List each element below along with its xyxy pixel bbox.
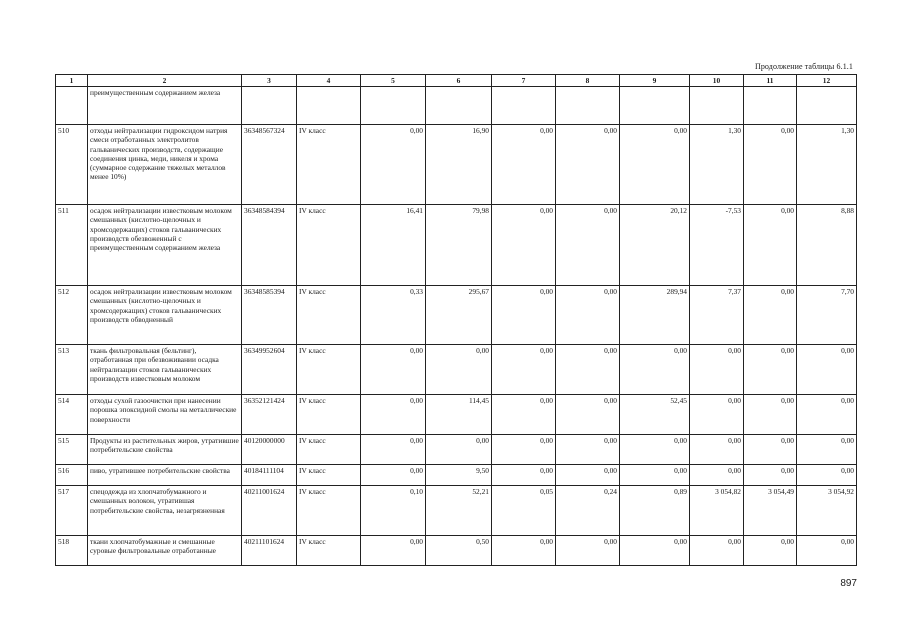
fkko-code: 36348567324 (242, 125, 297, 205)
value-cell: 0,00 (556, 286, 620, 345)
fkko-code: 40211101624 (242, 536, 297, 566)
value-cell: 0,00 (426, 435, 492, 465)
value-cell: 0,50 (426, 536, 492, 566)
value-cell: 0,00 (426, 345, 492, 395)
value-cell: 0,00 (744, 465, 797, 486)
value-cell: 0,00 (361, 345, 426, 395)
waste-name: ткань фильтровальная (бельтинг), отработанная при обезвоживании осадка нейтрализации стоков гальванических производств известковым молоком (88, 345, 242, 395)
waste-name: преимущественным содержанием железа (88, 87, 242, 125)
column-header: 6 (426, 75, 492, 87)
column-header: 9 (620, 75, 690, 87)
value-cell: 0,00 (361, 465, 426, 486)
value-cell: 0,00 (492, 345, 556, 395)
hazard-class: IV класс (297, 536, 361, 566)
hazard-class: IV класс (297, 486, 361, 536)
table-row (56, 486, 857, 536)
value-cell: 1,30 (690, 125, 744, 205)
value-cell (744, 87, 797, 125)
value-cell: 0,00 (361, 395, 426, 435)
waste-name: осадок нейтрализации известковым молоком смешанных (кислотно-щелочных и хромсодержащих) стоков гальванических производств обводненный (88, 286, 242, 345)
value-cell: 0,00 (744, 435, 797, 465)
column-header: 7 (492, 75, 556, 87)
waste-name: пиво, утратившее потребительские свойства (88, 465, 242, 486)
value-cell (556, 87, 620, 125)
waste-name: отходы сухой газоочистки при нанесении порошка эпоксидной смолы на металлические поверхности (88, 395, 242, 435)
value-cell: 0,00 (361, 536, 426, 566)
hazard-class: IV класс (297, 395, 361, 435)
value-cell: 0,00 (556, 125, 620, 205)
fkko-code: 36348585394 (242, 286, 297, 345)
table-row (56, 536, 857, 566)
value-cell: 0,00 (744, 125, 797, 205)
value-cell: 16,90 (426, 125, 492, 205)
table-row (56, 435, 857, 465)
value-cell: 0,00 (744, 345, 797, 395)
value-cell: 7,37 (690, 286, 744, 345)
data-table (55, 74, 857, 566)
table-row (56, 286, 857, 345)
value-cell: 0,00 (556, 345, 620, 395)
value-cell: 20,12 (620, 205, 690, 286)
fkko-code: 36349952604 (242, 345, 297, 395)
value-cell: 0,00 (797, 465, 857, 486)
value-cell: 0,00 (620, 345, 690, 395)
column-header: 2 (88, 75, 242, 87)
value-cell: 0,00 (620, 435, 690, 465)
value-cell: 0,00 (492, 125, 556, 205)
value-cell: 0,00 (556, 435, 620, 465)
column-header: 5 (361, 75, 426, 87)
row-number: 517 (56, 486, 88, 536)
fkko-code: 36348584394 (242, 205, 297, 286)
value-cell: 3 054,49 (744, 486, 797, 536)
table-caption: Продолжение таблицы 6.1.1 (754, 62, 853, 71)
value-cell: 0,00 (492, 395, 556, 435)
value-cell (690, 87, 744, 125)
hazard-class: IV класс (297, 345, 361, 395)
value-cell: 0,00 (620, 125, 690, 205)
value-cell: 16,41 (361, 205, 426, 286)
waste-name: отходы нейтрализации гидроксидом натрия смеси отработанных электролитов гальванических производств, содержащие соединения цинка, меди, никеля и хрома (суммарное содержание тяжелых металлов менее 10%) (88, 125, 242, 205)
value-cell: 0,00 (690, 345, 744, 395)
value-cell: 0,00 (797, 395, 857, 435)
value-cell: 0,00 (556, 395, 620, 435)
value-cell: 0,00 (797, 345, 857, 395)
value-cell: 0,00 (690, 435, 744, 465)
value-cell: 0,00 (556, 205, 620, 286)
row-number: 514 (56, 395, 88, 435)
waste-name: спецодежда из хлопчатобумажного и смешанных волокон, утратившая потребительские свойства, незагрязненная (88, 486, 242, 536)
value-cell (361, 87, 426, 125)
column-header: 8 (556, 75, 620, 87)
value-cell: 8,88 (797, 205, 857, 286)
value-cell (797, 87, 857, 125)
value-cell: 0,00 (556, 465, 620, 486)
table-row (56, 345, 857, 395)
table-row (56, 465, 857, 486)
row-number: 511 (56, 205, 88, 286)
column-header: 4 (297, 75, 361, 87)
hazard-class: IV класс (297, 465, 361, 486)
value-cell: 0,00 (556, 536, 620, 566)
value-cell: 0,00 (744, 536, 797, 566)
value-cell: 0,00 (492, 205, 556, 286)
value-cell: 295,67 (426, 286, 492, 345)
value-cell: 0,00 (744, 395, 797, 435)
value-cell: 0,00 (744, 205, 797, 286)
value-cell: 1,30 (797, 125, 857, 205)
page-number: 897 (840, 578, 857, 589)
row-number: 515 (56, 435, 88, 465)
value-cell (492, 87, 556, 125)
fkko-code: 40120000000 (242, 435, 297, 465)
value-cell: 0,00 (690, 536, 744, 566)
waste-name: осадок нейтрализации известковым молоком смешанных (кислотно-щелочных и хромсодержащих) стоков гальванических производств обезвоженный с преимущественным содержанием железа (88, 205, 242, 286)
column-header: 12 (797, 75, 857, 87)
value-cell: 0,00 (492, 286, 556, 345)
value-cell: 0,00 (492, 465, 556, 486)
hazard-class: IV класс (297, 205, 361, 286)
value-cell: 0,00 (492, 536, 556, 566)
hazard-class: IV класс (297, 286, 361, 345)
value-cell: 52,45 (620, 395, 690, 435)
value-cell: 0,33 (361, 286, 426, 345)
value-cell: 0,00 (361, 435, 426, 465)
value-cell: 0,24 (556, 486, 620, 536)
column-header: 10 (690, 75, 744, 87)
value-cell: 0,00 (690, 395, 744, 435)
waste-name: ткани хлопчатобумажные и смешанные суровые фильтровальные отработанные (88, 536, 242, 566)
value-cell: 0,10 (361, 486, 426, 536)
value-cell: 0,00 (620, 536, 690, 566)
value-cell: 7,70 (797, 286, 857, 345)
value-cell: 0,00 (361, 125, 426, 205)
fkko-code: 40184111104 (242, 465, 297, 486)
table-row (56, 87, 857, 125)
row-number: 512 (56, 286, 88, 345)
value-cell: 3 054,82 (690, 486, 744, 536)
column-header: 1 (56, 75, 88, 87)
fkko-code: 40211001624 (242, 486, 297, 536)
value-cell: 0,00 (744, 286, 797, 345)
value-cell: 79,98 (426, 205, 492, 286)
column-header: 3 (242, 75, 297, 87)
value-cell (620, 87, 690, 125)
row-number: 516 (56, 465, 88, 486)
hazard-class: IV класс (297, 435, 361, 465)
value-cell (426, 87, 492, 125)
value-cell: 52,21 (426, 486, 492, 536)
value-cell: 0,00 (620, 465, 690, 486)
value-cell: 9,50 (426, 465, 492, 486)
row-number: 510 (56, 125, 88, 205)
hazard-class (297, 87, 361, 125)
table-row (56, 125, 857, 205)
value-cell: 3 054,92 (797, 486, 857, 536)
table-row (56, 395, 857, 435)
waste-name: Продукты из растительных жиров, утратившие потребительские свойства (88, 435, 242, 465)
value-cell: 0,89 (620, 486, 690, 536)
column-header: 11 (744, 75, 797, 87)
fkko-code (242, 87, 297, 125)
value-cell: 0,00 (690, 465, 744, 486)
value-cell: 0,00 (797, 536, 857, 566)
row-number: 513 (56, 345, 88, 395)
value-cell: 0,00 (797, 435, 857, 465)
fkko-code: 36352121424 (242, 395, 297, 435)
value-cell: 289,94 (620, 286, 690, 345)
header-row (56, 75, 857, 87)
value-cell: 0,00 (492, 435, 556, 465)
value-cell: 0,05 (492, 486, 556, 536)
table-row (56, 205, 857, 286)
row-number (56, 87, 88, 125)
value-cell: 114,45 (426, 395, 492, 435)
value-cell: -7,53 (690, 205, 744, 286)
hazard-class: IV класс (297, 125, 361, 205)
row-number: 518 (56, 536, 88, 566)
